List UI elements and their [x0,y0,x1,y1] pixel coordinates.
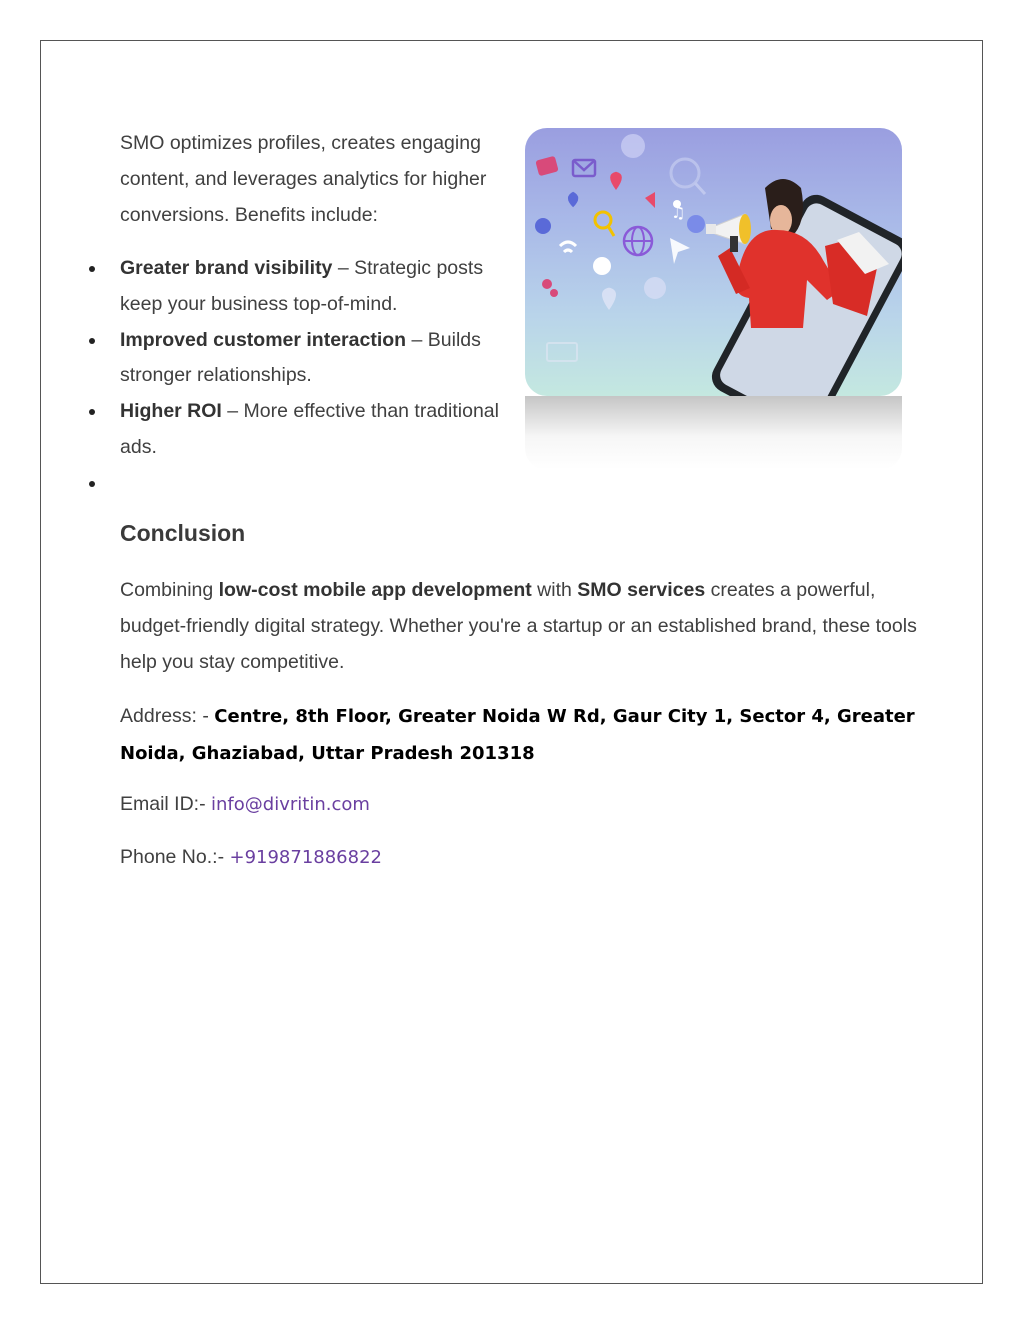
list-item [84,251,514,323]
illustration-reflection [525,396,902,470]
intro-paragraph: SMO optimizes profiles, creates engaging content, and leverages analytics for higher conversions. Benefits include: [120,132,487,226]
conclusion-text: creates a powerful, budget-friendly digital strategy. Whether you're a startup or an established brand, these tools help you stay competitive. [120,579,917,673]
phone-line [120,840,382,876]
phone-link[interactable]: +919871886822 [229,847,382,868]
conclusion-bold-text: SMO services [577,579,706,601]
email-line [120,787,370,823]
conclusion-paragraph [120,573,920,680]
benefit-title: Higher ROI [120,400,222,423]
list-item [84,394,514,466]
benefit-desc: – Strategic posts keep your business top-of-mind. [120,257,484,315]
email-label: Email ID:- [120,793,212,815]
marketing-illustration [525,128,902,396]
phone-label: Phone No.:- [120,846,230,868]
svg-text:♫: ♫ [671,203,686,222]
benefit-desc: – Builds stronger relationships. [120,328,481,387]
megaphone-woman-illustration [525,128,902,396]
address-label: Address: - [120,705,215,727]
conclusion-text: with [531,579,578,601]
conclusion-heading: Conclusion [120,520,246,546]
conclusion-bold-text: low-cost mobile app development [218,579,532,601]
address-value: Centre, 8th Floor, Greater Noida W Rd, Gaur City 1, Sector 4, Greater Noida, Ghaziabad, Uttar Pradesh 201318 [120,706,915,764]
email-link[interactable]: info@divritin.com [211,794,370,815]
benefit-desc: – More effective than traditional ads. [120,400,499,458]
benefits-list [84,251,514,502]
empty-list-item [84,466,514,502]
benefit-title: Improved customer interaction [120,328,407,351]
list-item [84,323,514,395]
conclusion-text: Combining [120,579,219,601]
address-line [120,698,920,772]
benefit-title: Greater brand visibility [120,257,333,279]
